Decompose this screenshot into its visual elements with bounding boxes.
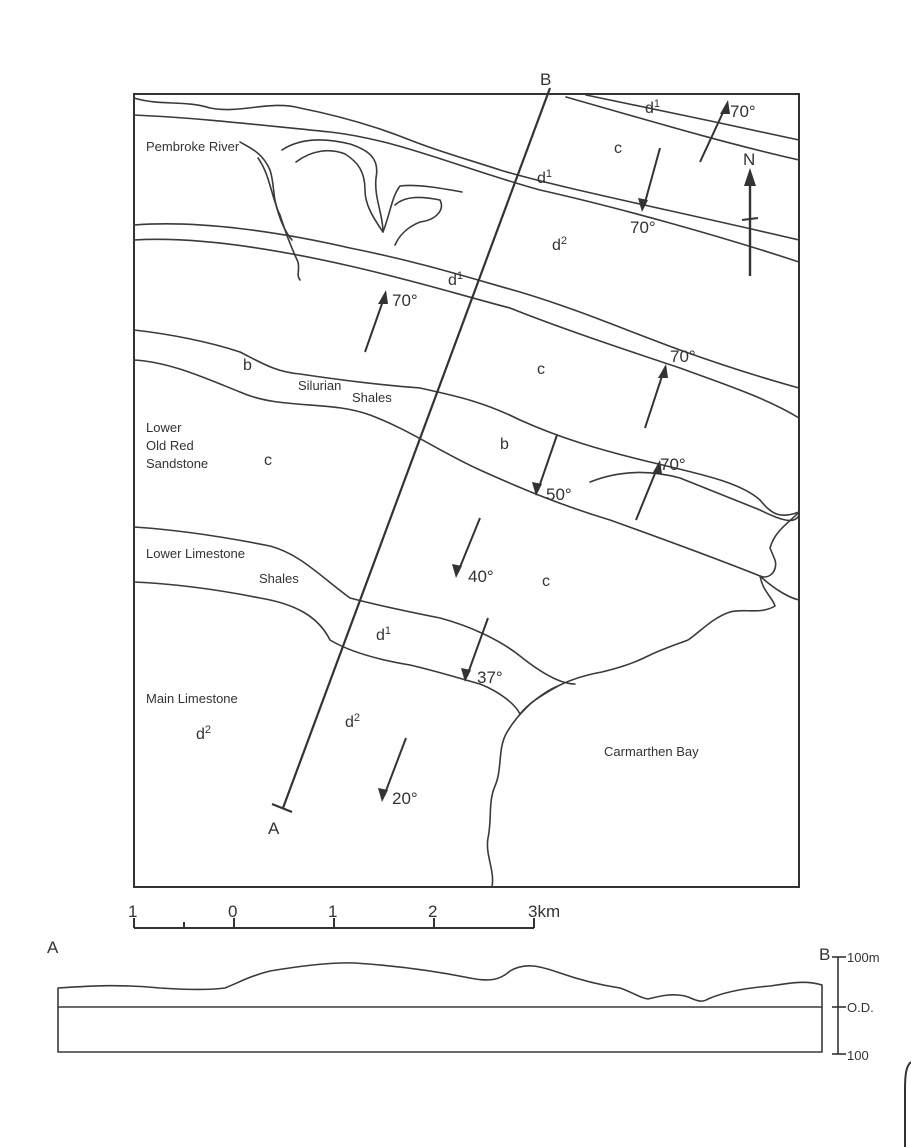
dip-arrows: [365, 100, 730, 802]
lors-label-2: Old Red: [146, 438, 194, 453]
unit-label-d2: $d^2$: [552, 235, 568, 254]
scale-label-2km: 2: [428, 902, 438, 921]
dip-label-6: 50°: [546, 485, 572, 504]
carmarthen-bay-label: Carmarthen Bay: [604, 744, 699, 759]
main-limestone-label: Main Limestone: [146, 691, 238, 706]
cross-section-end-b-label: B: [819, 945, 831, 964]
lors-label-1: Lower: [146, 420, 182, 435]
dip-label-7: 40°: [468, 567, 494, 586]
lls-label-2: Shales: [259, 571, 299, 586]
geological-boundaries: [134, 95, 799, 887]
cross-section: [47, 938, 880, 1063]
dip-label-9: 20°: [392, 789, 418, 808]
pembroke-river-label: Pembroke River: [146, 139, 240, 154]
dip-label-5: 70°: [660, 455, 686, 474]
map-frame: [134, 94, 799, 887]
dip-label-2: 70°: [630, 218, 656, 237]
dip-label-8: 37°: [477, 668, 503, 687]
unit-label-b: b: [243, 357, 252, 374]
unit-labels: [196, 98, 660, 743]
lls-label-1: Lower Limestone: [146, 546, 245, 561]
cross-section-bottom-label: 100: [847, 1048, 869, 1063]
unit-label-c: c: [614, 140, 622, 157]
unit-label-d2: $d^2$: [345, 712, 361, 731]
scale-label-3km: 3km: [528, 902, 561, 921]
unit-label-d1: $d^1$: [645, 98, 661, 117]
dip-label-4: 70°: [670, 347, 696, 366]
cross-section-end-a-label: A: [47, 938, 59, 957]
cross-section-top-label: 100m: [847, 950, 880, 965]
unit-label-b: b: [500, 436, 509, 453]
dip-labels: [392, 102, 756, 808]
page-edge-mark: [905, 1062, 911, 1147]
dip-label-3: 70°: [392, 291, 418, 310]
section-end-b-label: B: [540, 70, 552, 89]
silurian-label-1: Silurian: [298, 378, 342, 393]
unit-label-d1: $d^1$: [537, 168, 553, 187]
silurian-label-2: Shales: [352, 390, 392, 405]
unit-label-d1: $d^1$: [448, 270, 464, 289]
north-arrow-icon: [742, 150, 758, 276]
lors-label-3: Sandstone: [146, 456, 209, 471]
scale-label-1: 1: [128, 902, 138, 921]
scale-bar: [128, 902, 560, 928]
unit-label-d2: $d^2$: [196, 724, 212, 743]
unit-label-d1: $d^1$: [376, 625, 392, 644]
dip-label-1: 70°: [730, 102, 756, 121]
north-label: N: [743, 150, 756, 169]
section-end-a-label: A: [268, 819, 280, 838]
cross-section-datum-label: O.D.: [847, 1000, 874, 1015]
unit-label-c: c: [264, 452, 272, 469]
scale-label-1km: 1: [328, 902, 338, 921]
unit-label-c: c: [537, 361, 545, 378]
scale-label-0: 0: [228, 902, 238, 921]
map-text-labels: [146, 139, 699, 759]
unit-label-c: c: [542, 573, 550, 590]
